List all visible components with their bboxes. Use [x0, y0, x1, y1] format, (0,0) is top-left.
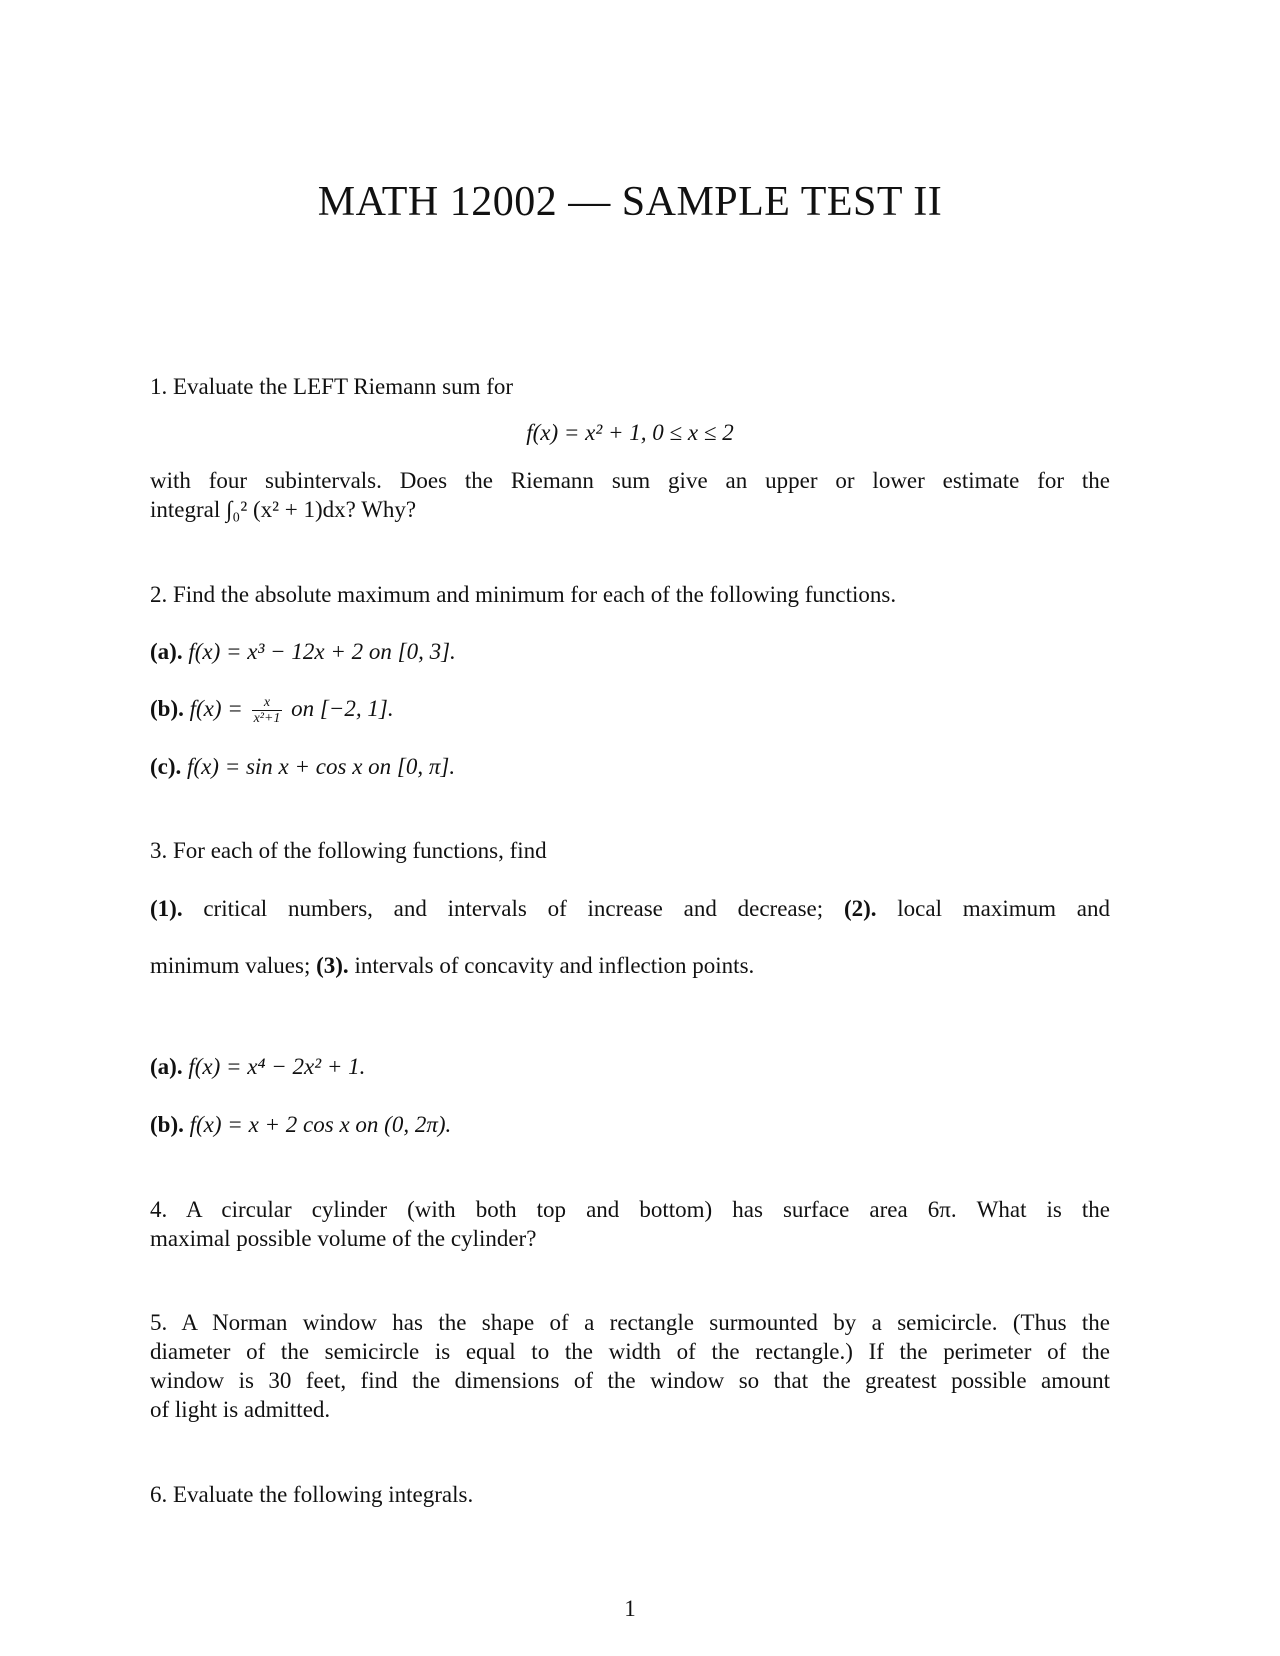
problem-2-part-c	[150, 752, 1110, 782]
problem-3-part-b-label: (b).	[150, 1112, 184, 1137]
problem-5-line-1: 5. A Norman window has the shape of a rectangle surmounted by a semicircle. (Thus the	[150, 1310, 1110, 1335]
problem-3-item-1-text: critical numbers, and intervals of increase and decrease;	[203, 896, 824, 921]
problem-2-part-c-text: f(x) = sin x + cos x on [0, π].	[187, 754, 456, 779]
problem-3-item-2-label: (2).	[843, 896, 877, 921]
problem-1-text-line-2: integral ∫₀² (x² + 1)dx? Why?	[150, 497, 417, 522]
problem-2-part-b-label: (b).	[150, 696, 184, 721]
problem-1-intro: 1. Evaluate the LEFT Riemann sum for	[150, 374, 514, 399]
problem-2-part-b-prefix: f(x) =	[189, 696, 243, 721]
problem-5-line-2: diameter of the semicircle is equal to the width of the rectangle.) If the perimeter of the	[150, 1339, 1110, 1364]
problem-3-item-1-label: (1).	[150, 896, 183, 921]
problem-3-item-2-text: local maximum and	[897, 896, 1110, 921]
problem-3-part-a	[150, 1052, 1110, 1082]
problem-2-part-b-fraction	[252, 695, 283, 726]
problem-1-text-line-1: with four subintervals. Does the Riemann sum give an upper or lower estimate for the	[150, 468, 1110, 493]
problem-3-part-b-text: f(x) = x + 2 cos x on (0, 2π).	[189, 1112, 452, 1137]
problem-2-part-b-suffix: on [−2, 1].	[291, 696, 394, 721]
problem-3-intro: 3. For each of the following functions, find	[150, 838, 547, 863]
problem-4-line-1: 4. A circular cylinder (with both top and bottom) has surface area 6π. What is the	[150, 1197, 1110, 1222]
problem-3-criteria-line-2	[150, 951, 1110, 981]
problem-3-item-3-label: (3).	[316, 953, 349, 978]
problem-2-part-b	[150, 694, 1110, 726]
problem-2-part-a-text: f(x) = x³ − 12x + 2 on [0, 3].	[188, 639, 456, 664]
problem-2-part-a-label: (a).	[150, 639, 183, 664]
page-title: MATH 12002 — SAMPLE TEST II	[317, 179, 943, 225]
problem-3-part-b	[150, 1110, 1110, 1140]
problem-5-line-3: window is 30 feet, find the dimensions of the window so that the greatest possible amount	[150, 1368, 1110, 1393]
problem-3-criteria-line-1	[150, 894, 1110, 924]
problem-4-line-2: maximal possible volume of the cylinder?	[150, 1226, 537, 1251]
problem-3-part-a-text: f(x) = x⁴ − 2x² + 1.	[188, 1054, 366, 1079]
problem-3-item-3-text: intervals of concavity and inflection points.	[354, 953, 755, 978]
problem-6-intro: 6. Evaluate the following integrals.	[150, 1482, 474, 1507]
problem-5-line-4: of light is admitted.	[150, 1397, 331, 1422]
problem-1-equation: f(x) = x² + 1, 0 ≤ x ≤ 2	[526, 420, 734, 445]
problem-2-part-c-label: (c).	[150, 754, 182, 779]
problem-3-part-a-label: (a).	[150, 1054, 183, 1079]
problem-3-item-2-continuation: minimum values;	[150, 953, 311, 978]
problem-2-intro: 2. Find the absolute maximum and minimum for each of the following functions.	[150, 582, 897, 607]
problem-2-part-a	[150, 637, 1110, 667]
problem-2-part-b-denominator: x²+1	[253, 711, 281, 727]
page-number: 1	[624, 1596, 636, 1621]
problem-2-part-b-numerator: x	[252, 695, 283, 711]
